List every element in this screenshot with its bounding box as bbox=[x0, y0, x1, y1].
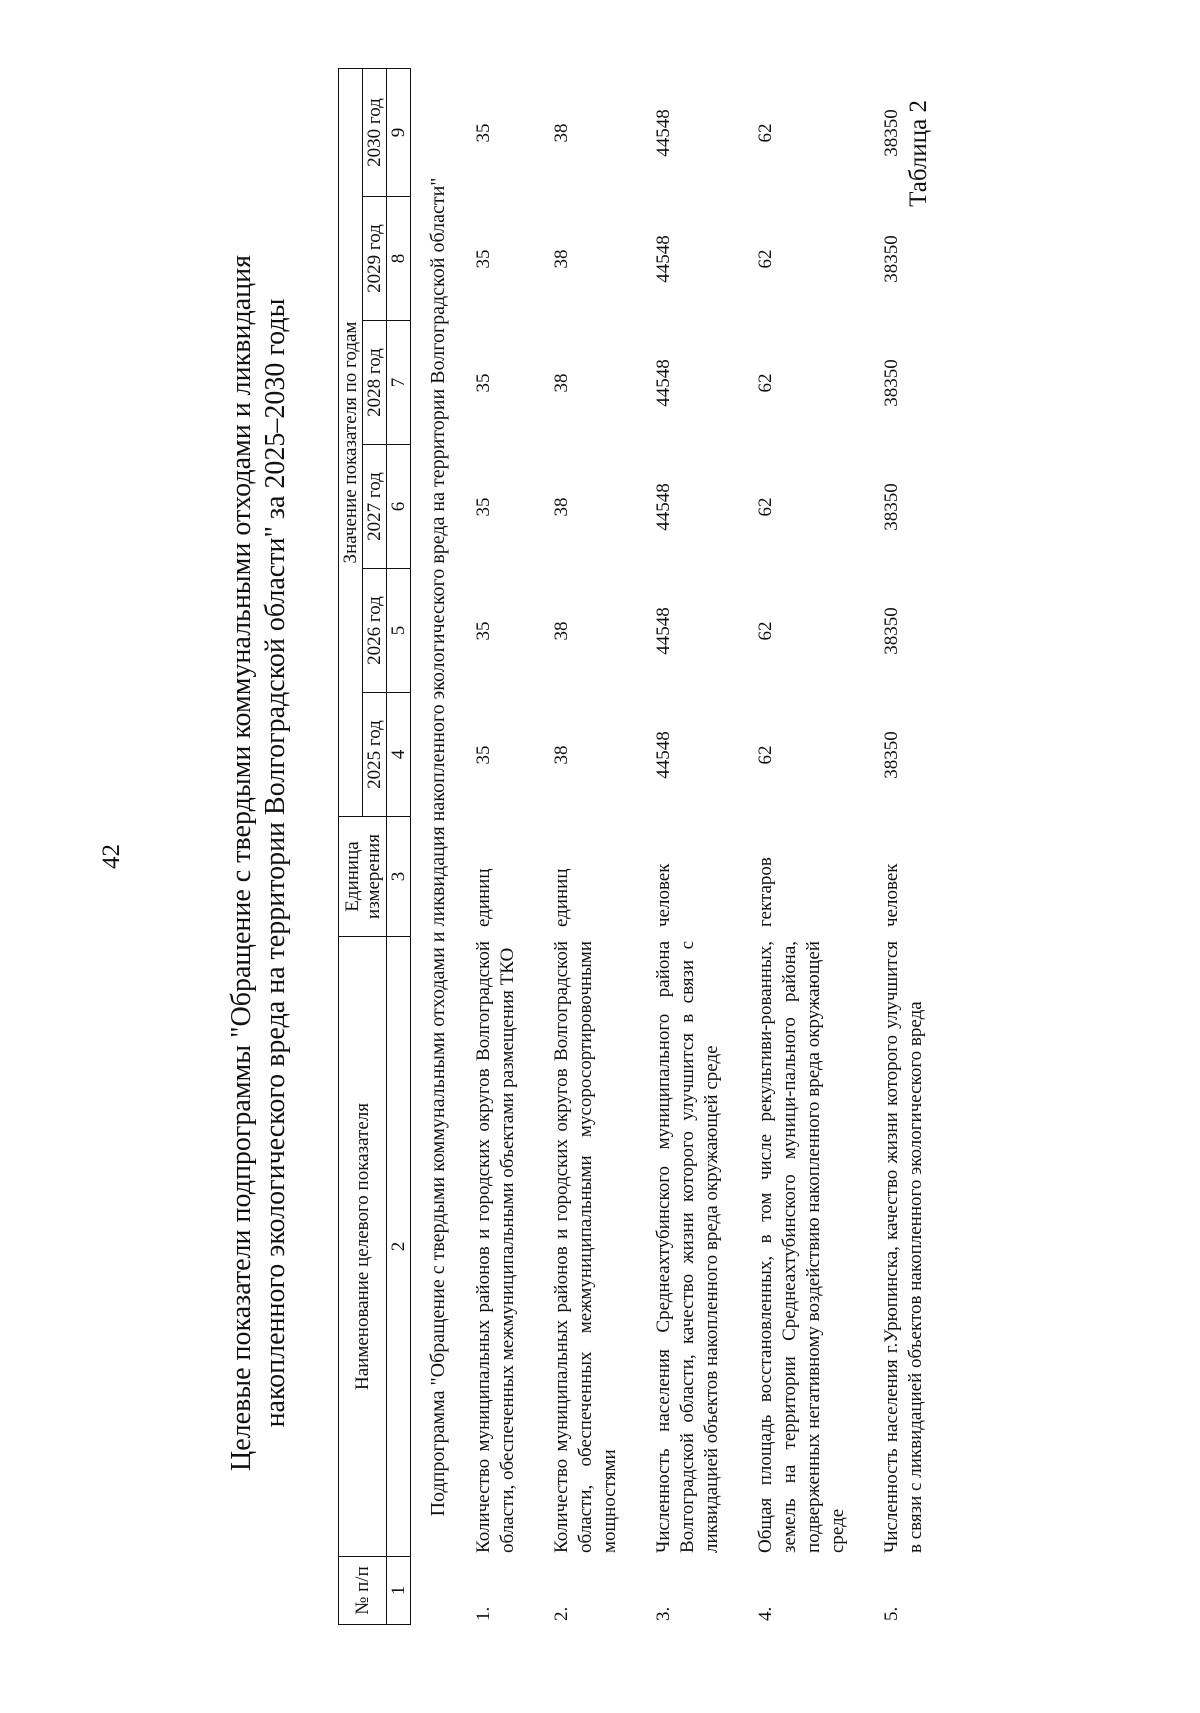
value-cell: 35 bbox=[473, 373, 494, 393]
row-number: 2. bbox=[551, 1606, 572, 1621]
header-year: 2025 год bbox=[363, 693, 387, 817]
indicator-name: Количество муниципальных районов и городских округов Волгоградской области, обеспеченных межмуниципальными мусоросортировочными мощностями bbox=[551, 941, 620, 1553]
value-cell: 62 bbox=[755, 373, 776, 393]
value-cell: 38 bbox=[551, 123, 572, 143]
header-year: 2030 год bbox=[363, 68, 387, 196]
header-year: 2028 год bbox=[363, 321, 387, 445]
column-number: 8 bbox=[387, 197, 411, 321]
header-col-num: № п/п bbox=[339, 1557, 387, 1625]
value-cell: 38350 bbox=[881, 731, 902, 779]
value-cell: 38 bbox=[551, 621, 572, 641]
value-cell: 62 bbox=[755, 745, 776, 765]
value-cell: 62 bbox=[755, 123, 776, 143]
value-cell: 35 bbox=[473, 123, 494, 143]
value-cell: 44548 bbox=[653, 731, 674, 779]
value-cell: 38 bbox=[551, 373, 572, 393]
value-cell: 38350 bbox=[881, 483, 902, 531]
value-cell: 38350 bbox=[881, 109, 902, 157]
column-number: 6 bbox=[387, 445, 411, 569]
value-cell: 44548 bbox=[653, 235, 674, 283]
value-cell: 38350 bbox=[881, 235, 902, 283]
header-col-values: Значение показателя по годам bbox=[339, 68, 363, 816]
table-row bbox=[652, 69, 754, 1625]
value-cell: 35 bbox=[473, 745, 494, 765]
column-number: 2 bbox=[387, 937, 411, 1557]
value-cell: 44548 bbox=[653, 483, 674, 531]
table-header bbox=[338, 68, 411, 1625]
table-row bbox=[550, 69, 652, 1625]
header-col-unit: Единица измерения bbox=[339, 817, 387, 937]
table-row bbox=[472, 69, 550, 1625]
value-cell: 44548 bbox=[653, 607, 674, 655]
value-cell: 38350 bbox=[881, 607, 902, 655]
page-number: 42 bbox=[98, 844, 125, 869]
value-cell: 62 bbox=[755, 249, 776, 269]
indicator-name: Численность населения Среднеахтубинского муниципального района Волгоградской области, качество жизни которого улучшится в связи с ликвидацией объектов накопленного вреда окружающей среде bbox=[653, 941, 722, 1553]
header-year: 2027 год bbox=[363, 445, 387, 569]
row-number: 1. bbox=[473, 1606, 494, 1621]
indicator-name: Общая площадь восстановленных, в том числе рекультиви-рованных, земель на территории Среднеахтубинского муници-пального района, подверженных негативному воздействию накопленного вреда окружающей среде bbox=[755, 941, 848, 1553]
row-number: 5. bbox=[881, 1606, 902, 1621]
header-year: 2026 год bbox=[363, 569, 387, 693]
unit-cell: единиц bbox=[473, 868, 494, 927]
document-title: Целевые показатели подпрограммы "Обращение с твердыми коммунальными отходами и ликвидация накопленного экологического вреда на территории Волгоградской области" за 2025–2030 годы bbox=[226, 255, 291, 1471]
row-number: 3. bbox=[653, 1606, 674, 1621]
value-cell: 44548 bbox=[653, 109, 674, 157]
value-cell: 38 bbox=[551, 745, 572, 765]
unit-cell: единиц bbox=[551, 868, 572, 927]
value-cell: 35 bbox=[473, 621, 494, 641]
value-cell: 38350 bbox=[881, 359, 902, 407]
header-col-name: Наименование целевого показателя bbox=[339, 937, 387, 1557]
value-cell: 44548 bbox=[653, 359, 674, 407]
value-cell: 35 bbox=[473, 497, 494, 517]
indicator-name: Численность населения г.Урюпинска, качество жизни которого улучшится в связи с ликвидацией объектов накопленного экологического вреда bbox=[881, 941, 926, 1553]
header-year: 2029 год bbox=[363, 197, 387, 321]
table-body bbox=[426, 69, 958, 1625]
indicator-name: Количество муниципальных районов и городских округов Волгоградской области, обеспеченных межмуниципальными объектами размещения ТКО bbox=[473, 941, 518, 1553]
unit-cell: гектаров bbox=[755, 857, 776, 927]
unit-cell: человек bbox=[881, 863, 902, 927]
column-number: 5 bbox=[387, 569, 411, 693]
column-number: 7 bbox=[387, 321, 411, 445]
column-number: 3 bbox=[387, 817, 411, 937]
unit-cell: человек bbox=[653, 863, 674, 927]
column-number: 1 bbox=[387, 1557, 411, 1625]
column-number: 9 bbox=[387, 68, 411, 196]
value-cell: 35 bbox=[473, 249, 494, 269]
value-cell: 38 bbox=[551, 249, 572, 269]
value-cell: 38 bbox=[551, 497, 572, 517]
subprogram-heading: Подпрограмма "Обращение с твердыми коммунальными отходами и ликвидация накопленного экологического вреда на территории Волгоградской области" bbox=[427, 177, 449, 1517]
table-row bbox=[754, 69, 880, 1625]
value-cell: 62 bbox=[755, 621, 776, 641]
table-row bbox=[880, 69, 958, 1625]
row-number: 4. bbox=[755, 1606, 776, 1621]
table-label: Таблица 2 bbox=[905, 100, 932, 207]
column-number: 4 bbox=[387, 693, 411, 817]
value-cell: 62 bbox=[755, 497, 776, 517]
